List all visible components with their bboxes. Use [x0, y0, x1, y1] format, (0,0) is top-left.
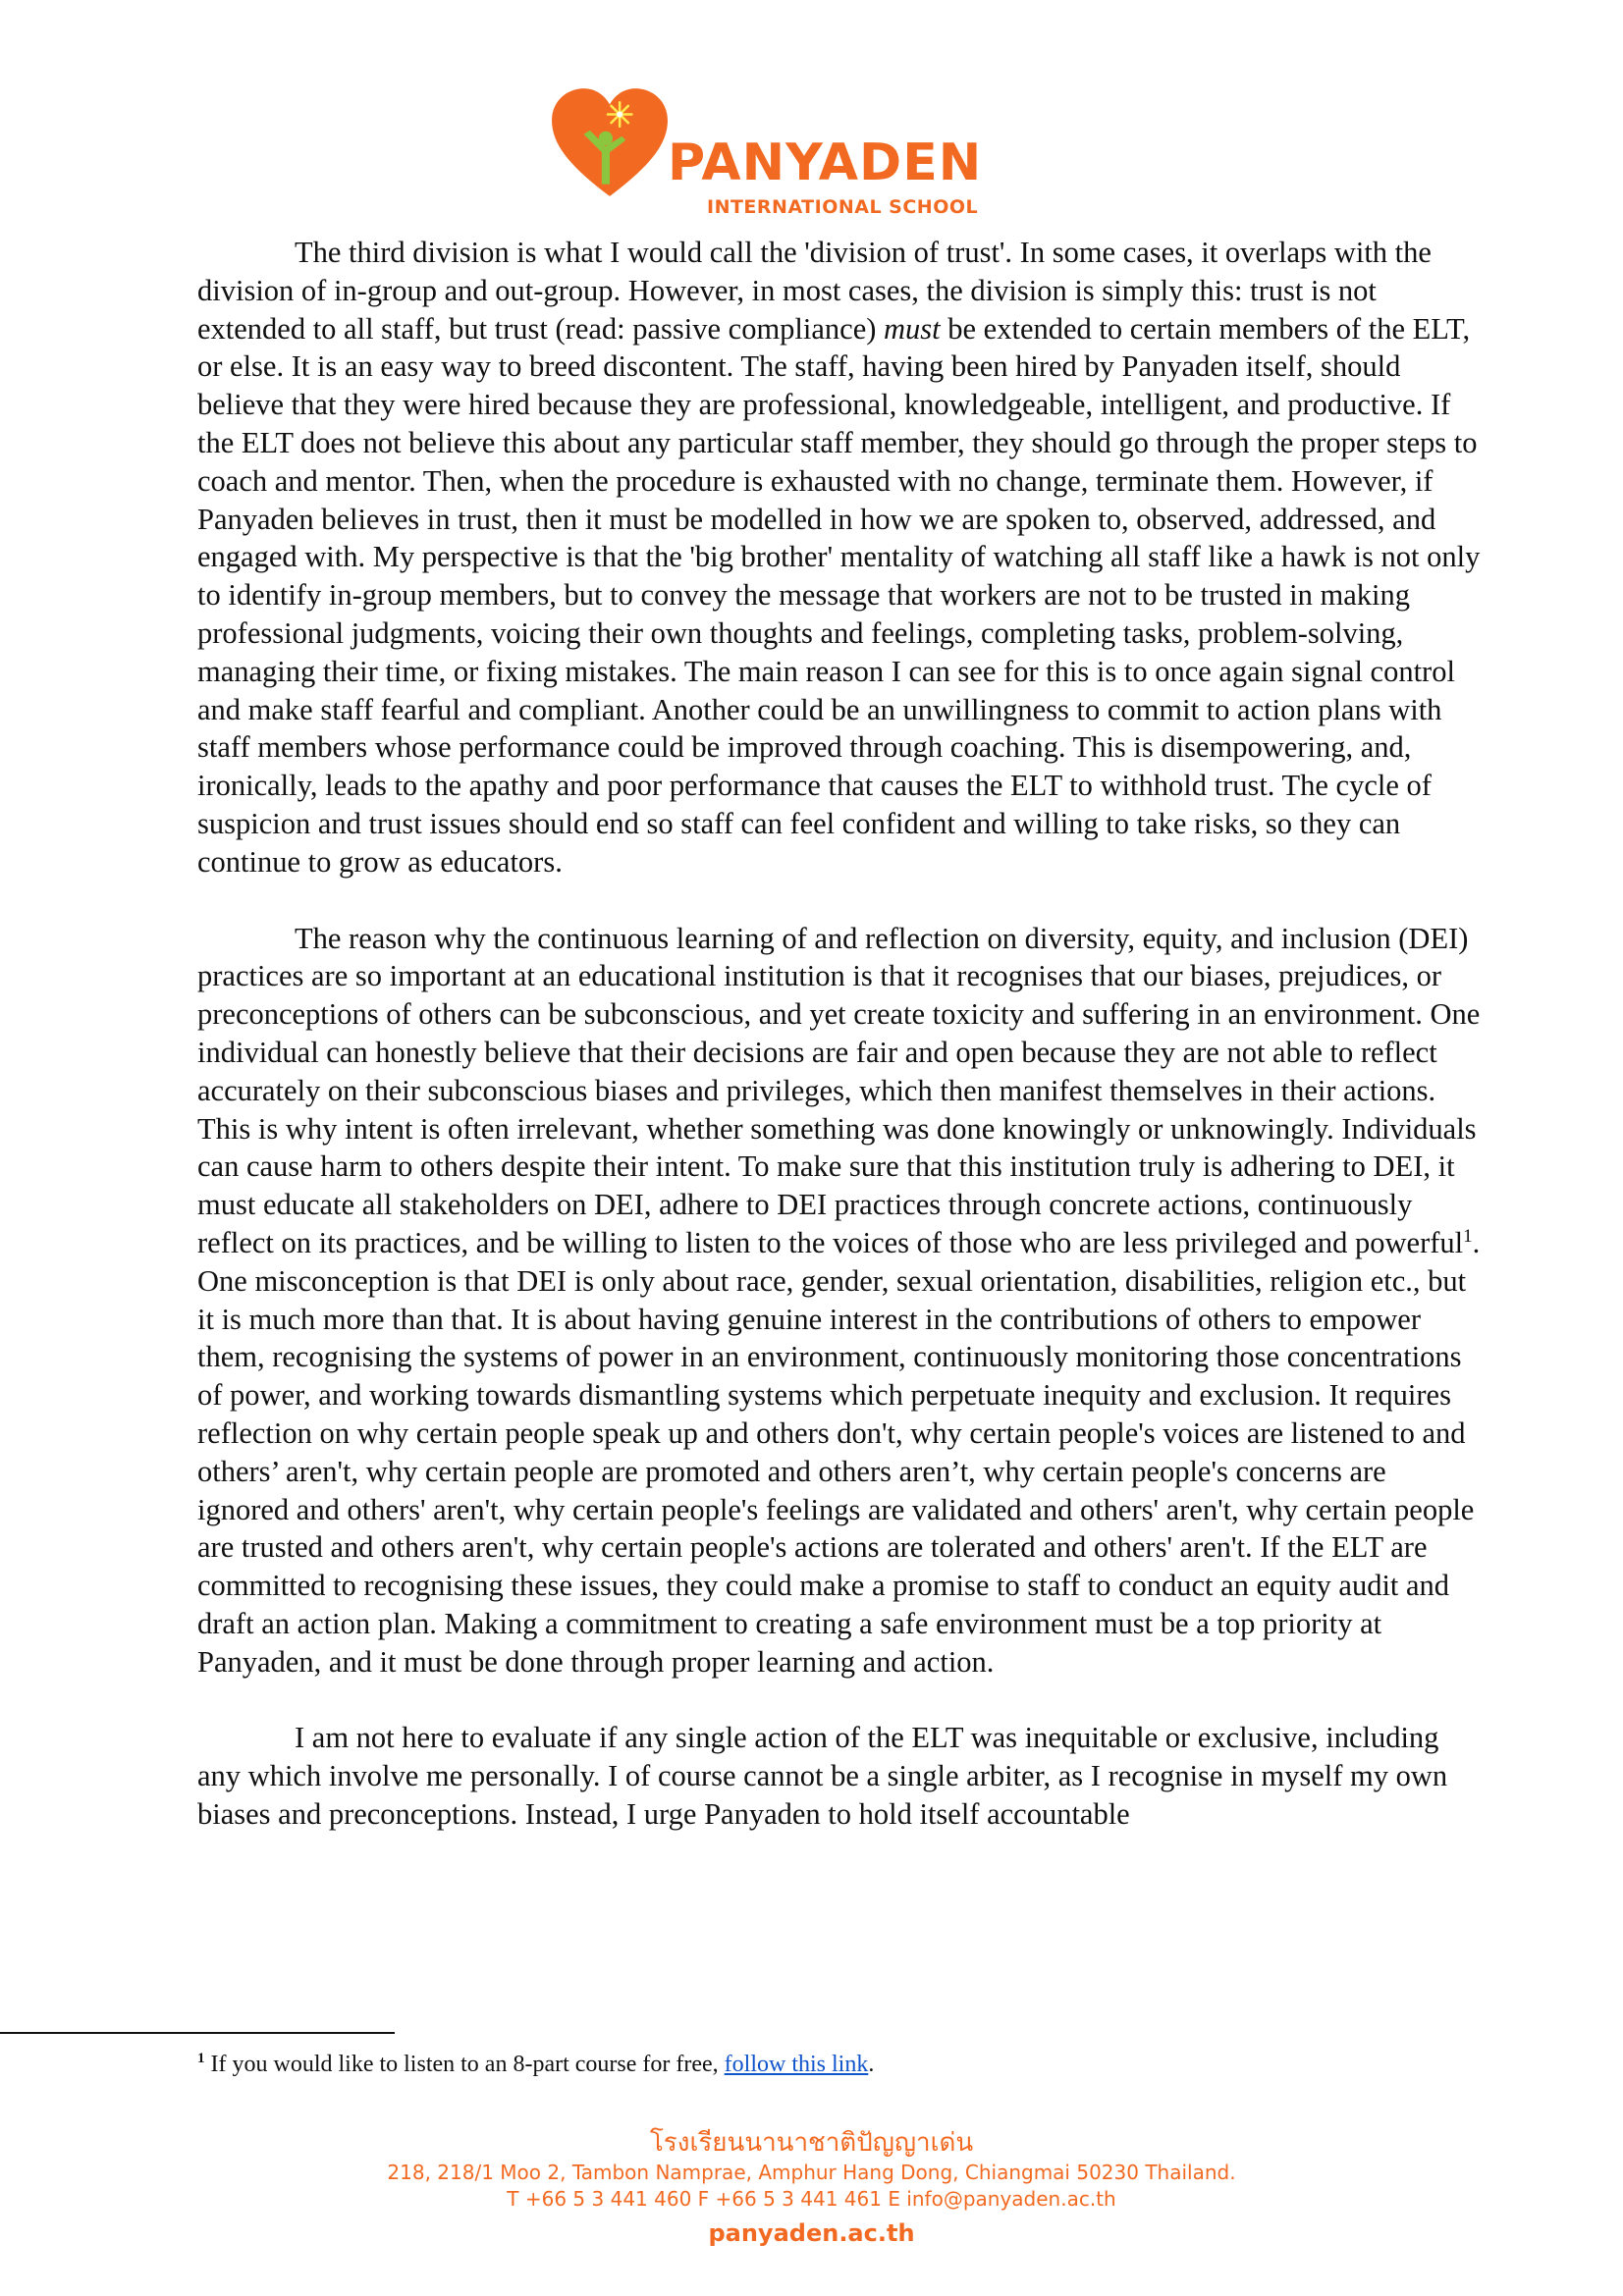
paragraph-text: The reason why the continuous learning of and reflection on diversity, equity, and inclusion (DEI) practices are so important at an educational institution is that it recognises that our biases, prejudices, or preconceptions of others can be subconscious, and yet create toxicity and suffering in an environment. One individual can honestly believe that their decisions are fair and open because they are not able to reflect accurately on their subconscious biases and privileges, which then manifest themselves in their actions. This is why intent is often irrelevant, whether something was done knowingly or unknowingly. Individuals can cause harm to others despite their intent. To make sure that this institution truly is adhering to DEI, it must educate all stakeholders on DEI, adhere to DEI practices through concrete actions, continuously reflect on its practices, and be willing to listen to the voices of those who are less privileged and powerful	[197, 921, 1481, 1259]
brand-subtitle: INTERNATIONAL SCHOOL	[707, 196, 979, 218]
footnote-reference[interactable]: 1	[1463, 1225, 1473, 1247]
school-contact: T +66 5 3 441 460 F +66 5 3 441 461 E info@panyaden.ac.th	[507, 2187, 1116, 2211]
paragraph-trust	[197, 234, 1482, 881]
paragraph-text: The third division is what I would call the 'division of trust'. In some cases, it overlaps with the division of in-group and out-group. However, in most cases, the division is simply this: trust is not extended to all staff, but trust (read: passive compliance)	[197, 236, 1432, 346]
follow-link[interactable]: follow this link	[724, 2052, 869, 2077]
footnote	[197, 2050, 874, 2079]
brand-name: PANYADEN	[668, 133, 983, 192]
emphasis-text: must	[884, 311, 941, 346]
footnote-divider	[0, 2032, 395, 2034]
school-website[interactable]: panyaden.ac.th	[708, 2219, 915, 2247]
paragraph-text: . One misconception is that DEI is only about race, gender, sexual orientation, disabilities, religion etc., but it is much more than that. It is about having genuine interest in the contributions of others to empower them, recognising the systems of power in an environment, continuously monitoring those concentrations of power, and working towards dismantling systems which perpetuate inequity and exclusion. It requires reflection on why certain people speak up and others don't, why certain people's voices are listened to and others’ aren't, why certain people are promoted and others aren’t, why certain people's concerns are ignored and others' aren't, why certain people's feelings are validated and others' aren't, why certain people are trusted and others aren't, why certain people's actions are tolerated and others' aren't. If the ELT are committed to recognising these issues, they could make a promise to staff to conduct an equity audit and draft an action plan. Making a commitment to creating a safe environment must be a top priority at Panyaden, and it must be done through proper learning and action.	[197, 1225, 1481, 1679]
body-text	[197, 234, 1482, 1872]
school-logo	[550, 84, 1021, 222]
school-address: 218, 218/1 Moo 2, Tambon Namprae, Amphur Hang Dong, Chiangmai 50230 Thailand.	[387, 2161, 1236, 2184]
footnote-end: .	[868, 2052, 875, 2077]
paragraph-accountability: I am not here to evaluate if any single action of the ELT was inequitable or exclusive, including any which involve me personally. I of course cannot be a single arbiter, as I recognise in myself my own biases and preconceptions. Instead, I urge Panyaden to hold itself accountable	[197, 1721, 1448, 1832]
paragraph-text: be extended to certain members of the ELT, or else. It is an easy way to breed discontent. The staff, having been hired by Panyaden itself, should believe that they were hired because they are professional, knowledgeable, intelligent, and productive. If the ELT does not believe this about any particular staff member, they should go through the proper steps to coach and mentor. Then, when the procedure is exhausted with no change, terminate them. However, if Panyaden believes in trust, then it must be modelled in how we are spoken to, observed, addressed, and engaged with. My perspective is that the 'big brother' mentality of watching all staff like a hawk is not only to identify in-group members, but to convey the message that workers are not to be trusted in making professional judgments, voicing their own thoughts and feelings, completing tasks, problem-solving, managing their time, or fixing mistakes. The main reason I can see for this is to once again signal control and make staff fearful and compliant. Another could be an unwillingness to commit to action plans with staff members whose performance could be improved through coaching. This is disempowering, and, ironically, leads to the apathy and poor performance that causes the ELT to withhold trust. The cycle of suspicion and trust issues should end so staff can feel confident and willing to take risks, so they can continue to grow as educators.	[197, 311, 1481, 879]
footnote-text: If you would like to listen to an 8-part course for free,	[204, 2052, 725, 2077]
footnote-marker: 1	[197, 2051, 205, 2066]
heart-with-person-icon	[550, 84, 670, 204]
page-footer	[0, 2126, 1623, 2250]
paragraph-dei	[197, 920, 1482, 1682]
school-thai-name: โรงเรียนนานาชาติปัญญาเด่น	[649, 2128, 974, 2158]
